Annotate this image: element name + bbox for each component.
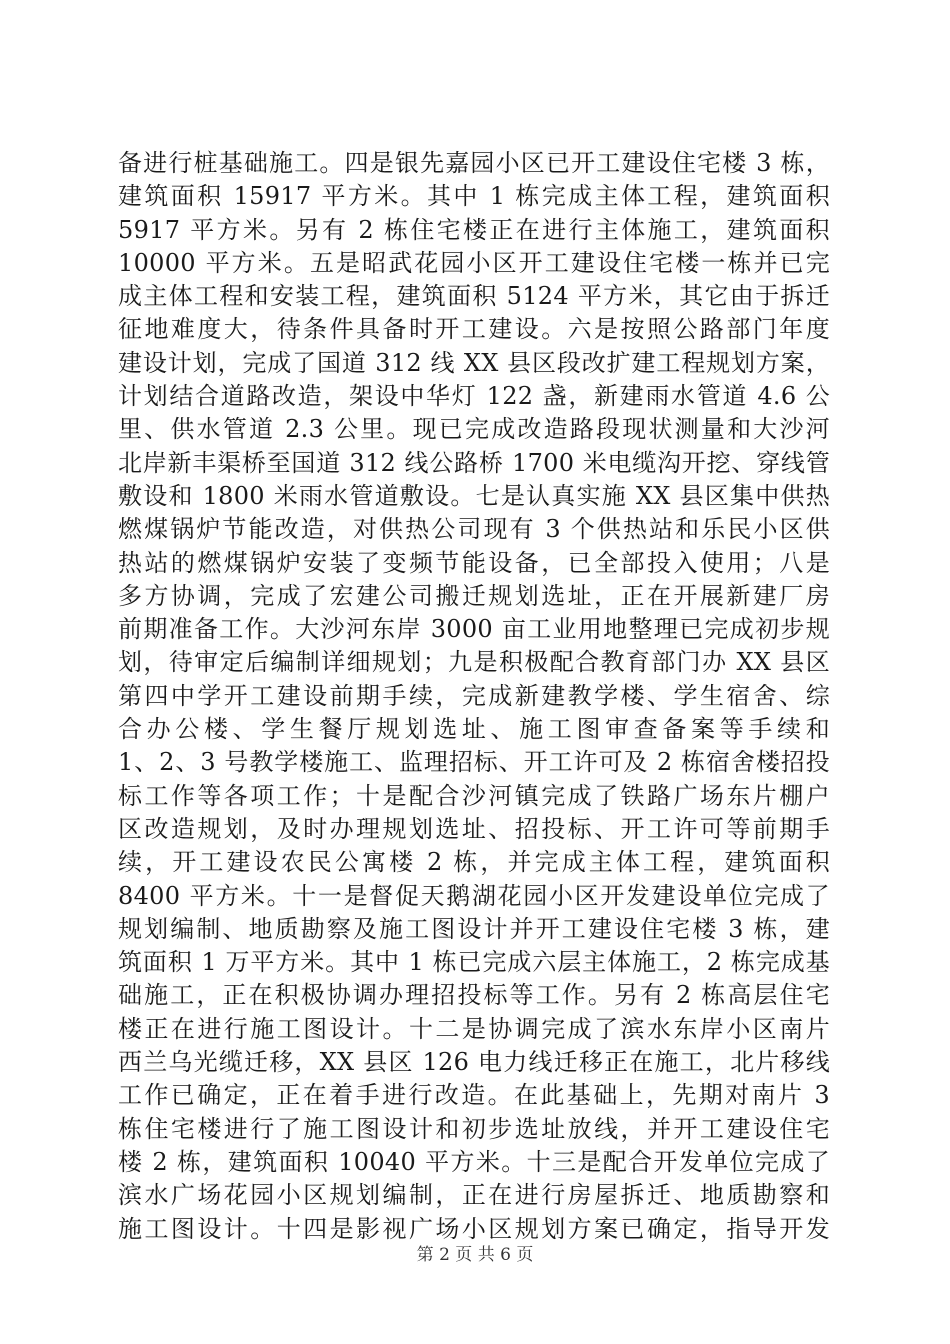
text-line: 西兰乌光缆迁移，XX 县区 126 电力线迁移正在施工，北片移线: [118, 1048, 830, 1077]
text-line: 1、2、3 号教学楼施工、监理招标、开工许可及 2 栋宿舍楼招投: [118, 748, 830, 777]
text-line: 合办公楼、学生餐厅规划选址、施工图审查备案等手续和: [118, 715, 830, 744]
text-line: 栋住宅楼进行了施工图设计和初步选址放线，并开工建设住宅: [118, 1114, 830, 1143]
text-line: 滨水广场花园小区规划编制，正在进行房屋拆迁、地质勘察和: [118, 1181, 830, 1210]
text-line: 里、供水管道 2.3 公里。现已完成改造路段现状测量和大沙河: [118, 415, 830, 444]
text-line: 区改造规划，及时办理规划选址、招投标、开工许可等前期手: [118, 814, 830, 843]
text-line: 楼 2 栋，建筑面积 10040 平方米。十三是配合开发单位完成了: [118, 1147, 830, 1176]
text-line: 敷设和 1800 米雨水管道敷设。七是认真实施 XX 县区集中供热: [118, 481, 830, 510]
text-line: 楼正在进行施工图设计。十二是协调完成了滨水东岸小区南片: [118, 1014, 830, 1043]
text-line: 标工作等各项工作；十是配合沙河镇完成了铁路广场东片棚户: [118, 781, 830, 810]
page-footer: 第 2 页 共 6 页: [416, 1245, 534, 1265]
text-line: 备进行桩基础施工。四是银先嘉园小区已开工建设住宅楼 3 栋，: [118, 149, 830, 177]
text-line: 建设计划，完成了国道 312 线 XX 县区段改扩建工程规划方案，: [118, 348, 830, 377]
text-line: 建筑面积 15917 平方米。其中 1 栋完成主体工程，建筑面积: [118, 182, 830, 211]
text-line: 征地难度大，待条件具备时开工建设。六是按照公路部门年度: [118, 315, 830, 344]
text-line: 施工图设计。十四是影视广场小区规划方案已确定，指导开发: [118, 1214, 830, 1243]
text-line: 北岸新丰渠桥至国道 312 线公路桥 1700 米电缆沟开挖、穿线管: [118, 448, 830, 477]
text-line: 8400 平方米。十一是督促天鹅湖花园小区开发建设单位完成了: [118, 881, 830, 910]
text-line: 第四中学开工建设前期手续，完成新建教学楼、学生宿舍、综: [118, 681, 830, 710]
text-line: 础施工，正在积极协调办理招投标等工作。另有 2 栋高层住宅: [118, 981, 830, 1010]
text-line: 前期准备工作。大沙河东岸 3000 亩工业用地整理已完成初步规: [118, 615, 830, 644]
text-line: 热站的燃煤锅炉安装了变频节能设备，已全部投入使用；八是: [118, 548, 830, 577]
text-line: 规划编制、地质勘察及施工图设计并开工建设住宅楼 3 栋，建: [118, 914, 830, 943]
text-line: 5917 平方米。另有 2 栋住宅楼正在进行主体施工，建筑面积: [118, 215, 830, 244]
text-line: 续，开工建设农民公寓楼 2 栋，并完成主体工程，建筑面积: [118, 848, 830, 877]
body-text: [118, 147, 830, 1246]
text-line: 燃煤锅炉节能改造，对供热公司现有 3 个供热站和乐民小区供: [118, 515, 830, 544]
text-line: 计划结合道路改造，架设中华灯 122 盏，新建雨水管道 4.6 公: [118, 382, 830, 411]
text-line: 成主体工程和安装工程，建筑面积 5124 平方米，其它由于拆迁: [118, 282, 830, 311]
text-line: 多方协调，完成了宏建公司搬迁规划选址，正在开展新建厂房: [118, 581, 830, 610]
text-line: 筑面积 1 万平方米。其中 1 栋已完成六层主体施工，2 栋完成基: [118, 948, 830, 977]
text-line: 划，待审定后编制详细规划；九是积极配合教育部门办 XX 县区: [118, 648, 830, 677]
text-line: 10000 平方米。五是昭武花园小区开工建设住宅楼一栋并已完: [118, 248, 830, 277]
text-line: 工作已确定，正在着手进行改造。在此基础上，先期对南片 3: [118, 1081, 830, 1110]
